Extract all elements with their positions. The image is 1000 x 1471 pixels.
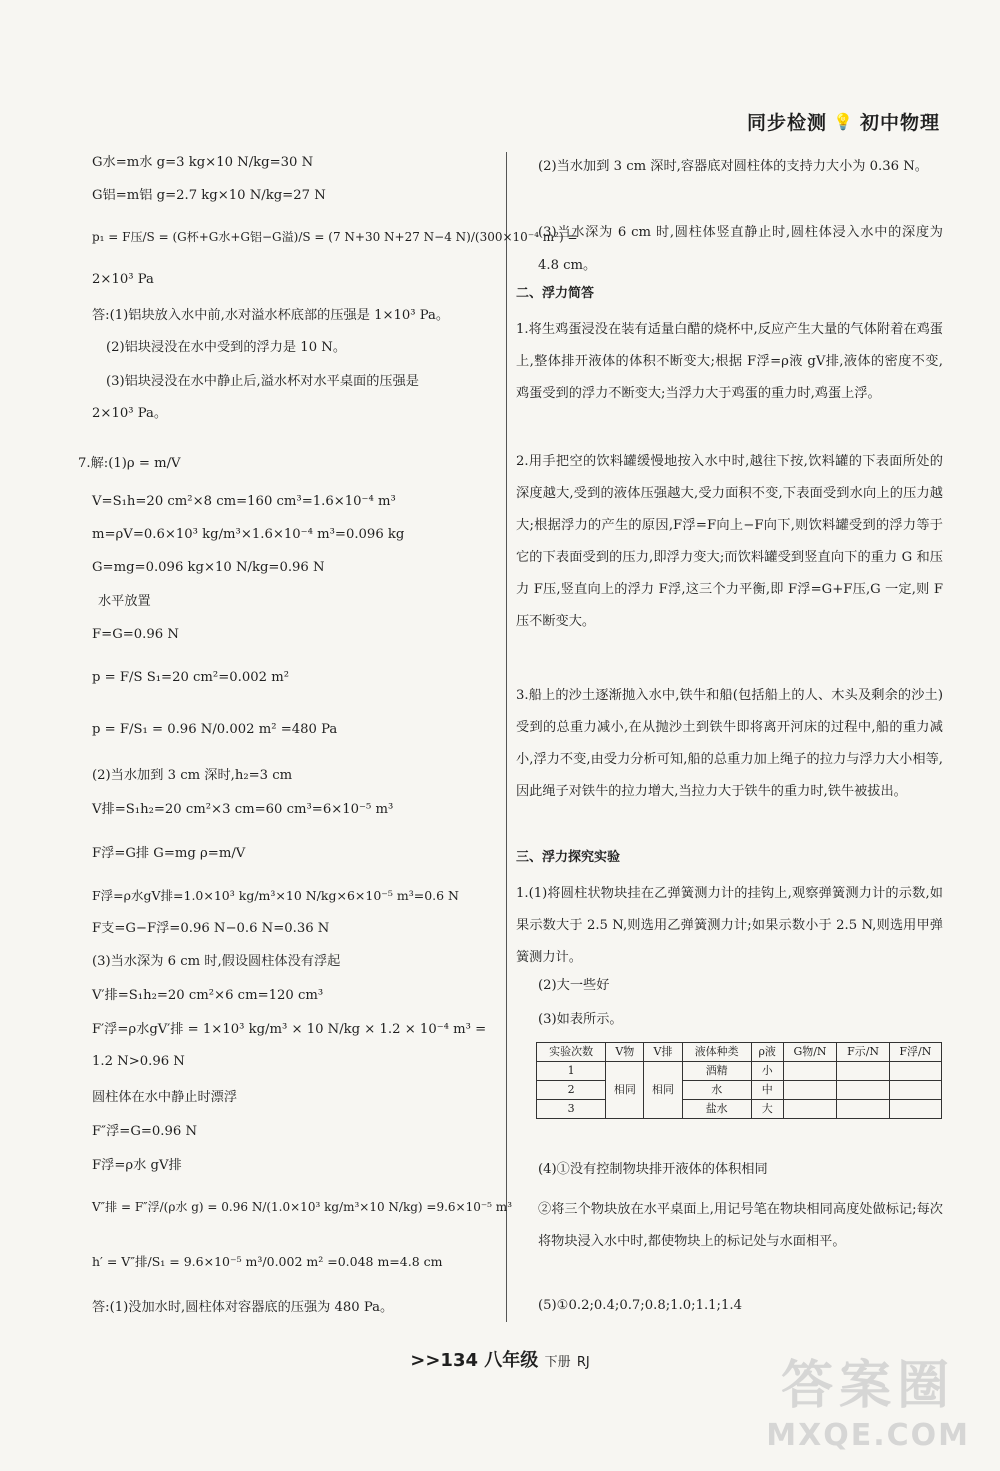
table-cell bbox=[889, 1100, 941, 1119]
text-line: 圆柱体在水中静止时漂浮 bbox=[92, 1090, 238, 1105]
watermark-logo bbox=[766, 1343, 970, 1453]
text-line: 答:(1)没加水时,圆柱体对容器底的压强为 480 Pa。 bbox=[92, 1300, 394, 1315]
table-cell-merged: 相同 bbox=[606, 1062, 644, 1119]
answer-2: (2)当水加到 3 cm 深时,容器底对圆柱体的支持力大小为 0.36 N。 bbox=[538, 159, 928, 174]
table-row bbox=[537, 1081, 942, 1100]
section-heading: 二、浮力简答 bbox=[516, 286, 595, 301]
question-3: 3.船上的沙土逐渐抛入水中,铁牛和船(包括船上的人、木头及剩余的沙土)受到的总重力减小,在从抛沙土到铁牛即将离开河床的过程中,船的重力减小,浮力不变,由受力分析可知,船的总重力加上绳子的拉力与浮力大小相等,因此绳子对铁牛的拉力增大,当拉力大于铁牛的重力时,铁牛被拔出。 bbox=[516, 688, 943, 799]
table-cell bbox=[837, 1100, 889, 1119]
formula-line: F浮=G排 G=mg ρ=m/V bbox=[92, 846, 246, 861]
table-cell bbox=[783, 1100, 837, 1119]
table-cell: 酒精 bbox=[682, 1062, 751, 1081]
question-2: 2.用手把空的饮料罐缓慢地按入水中时,越往下按,饮料罐的下表面所处的深度越大,受到的液体压强越大,受力面积不变,下表面受到水向上的压力越大;根据浮力的产生的原因,F浮=F向上−F向下,则饮料罐受到的浮力等于它的下表面受到的压力,即浮力变大;而饮料罐受到竖直向下的重力 G 和压力 F压,竖直向上的浮力 F浮,这三个力平衡,即 F浮=G+F压,G 一定,则 F压不断变大。 bbox=[516, 454, 943, 629]
table-cell bbox=[837, 1062, 889, 1081]
series-title: 同步检测 bbox=[747, 112, 828, 134]
text-line: F浮=ρ水gV排=1.0×10³ kg/m³×10 N/kg×6×10⁻⁵ m³=0.6 N bbox=[92, 888, 459, 903]
table-cell: 1 bbox=[537, 1062, 606, 1081]
experiment-4: (4)①没有控制物块排开液体的体积相同 bbox=[538, 1162, 768, 1177]
experiment-table bbox=[536, 1042, 942, 1119]
text-line: F浮=ρ水 gV排 bbox=[92, 1158, 182, 1173]
section-heading: 三、浮力探究实验 bbox=[516, 850, 621, 865]
text-line: V排=S₁h₂=20 cm²×3 cm=60 cm³=6×10⁻⁵ m³ bbox=[92, 802, 394, 817]
text-line: (2)铝块浸没在水中受到的浮力是 10 N。 bbox=[106, 340, 347, 355]
grade-label: 八年级 bbox=[484, 1350, 539, 1371]
text-line: 1.2 N>0.96 N bbox=[92, 1054, 185, 1069]
volume-label: 下册 bbox=[544, 1355, 571, 1370]
table-cell: 中 bbox=[751, 1081, 783, 1100]
table-header-cell: 液体种类 bbox=[682, 1043, 751, 1062]
experiment-5: (5)①0.2;0.4;0.7;0.8;1.0;1.1;1.4 bbox=[538, 1298, 742, 1313]
table-row bbox=[537, 1100, 942, 1119]
table-cell: 2 bbox=[537, 1081, 606, 1100]
table-header-cell: F浮/N bbox=[889, 1043, 941, 1062]
formula-line: p = F/S S₁=20 cm²=0.002 m² bbox=[92, 670, 290, 685]
text-line: G铝=m铝 g=2.7 kg×10 N/kg=27 N bbox=[92, 188, 326, 203]
edition-label: RJ bbox=[576, 1355, 590, 1370]
watermark-url: MXQE.COM bbox=[766, 1418, 970, 1453]
text-line: V=S₁h=20 cm²×8 cm=160 cm³=1.6×10⁻⁴ m³ bbox=[92, 494, 396, 509]
table-header-cell: ρ液 bbox=[751, 1043, 783, 1062]
table-header-cell: V物 bbox=[606, 1043, 644, 1062]
table-cell-merged: 相同 bbox=[644, 1062, 682, 1119]
text-line: 2×10³ Pa。 bbox=[92, 406, 168, 421]
text-line: (3)当水深为 6 cm 时,假设圆柱体没有浮起 bbox=[92, 954, 341, 969]
page-number: >>134 bbox=[410, 1350, 478, 1371]
experiment-3: (3)如表所示。 bbox=[538, 1012, 623, 1027]
table-cell: 3 bbox=[537, 1100, 606, 1119]
table-header-cell: G物/N bbox=[783, 1043, 837, 1062]
table-cell bbox=[837, 1081, 889, 1100]
text-line: (2)当水加到 3 cm 深时,h₂=3 cm bbox=[92, 768, 293, 783]
subject-title: 初中物理 bbox=[859, 112, 940, 134]
table-cell: 盐水 bbox=[682, 1100, 751, 1119]
text-line: 2×10³ Pa bbox=[92, 272, 154, 287]
table-cell: 大 bbox=[751, 1100, 783, 1119]
text-line: F=G=0.96 N bbox=[92, 627, 179, 642]
column-divider bbox=[506, 152, 507, 1322]
formula-line: V″排 = F″浮/(ρ水 g) = 0.96 N/(1.0×10³ kg/m³×10 N/kg) =9.6×10⁻⁵ m³ bbox=[92, 1200, 513, 1214]
formula-line: h′ = V″排/S₁ = 9.6×10⁻⁵ m³/0.002 m² =0.048 m=4.8 cm bbox=[92, 1254, 443, 1269]
formula-line: p = F/S₁ = 0.96 N/0.002 m² =480 Pa bbox=[92, 722, 338, 737]
table-cell: 小 bbox=[751, 1062, 783, 1081]
table-cell bbox=[783, 1062, 837, 1081]
table-row bbox=[537, 1062, 942, 1081]
table-header-cell: F示/N bbox=[837, 1043, 889, 1062]
experiment-4-2: ②将三个物块放在水平桌面上,用记号笔在物块相同高度处做标记;每次将物块浸入水中时,都使物块上的标记处与水面相平。 bbox=[538, 1202, 943, 1249]
text-line: F″浮=G=0.96 N bbox=[92, 1124, 197, 1139]
text-line: V′排=S₁h₂=20 cm²×6 cm=120 cm³ bbox=[92, 988, 324, 1003]
formula-line: p₁ = F压/S = (G杯+G水+G铝−G溢)/S = (7 N+30 N+27 N−4 N)/(300×10⁻⁴ m²) = bbox=[92, 230, 578, 244]
text-line: F支=G−F浮=0.96 N−0.6 N=0.36 N bbox=[92, 921, 330, 936]
question-7: 7.解:(1)ρ = m/V bbox=[78, 456, 181, 471]
watermark-text: 答案圈 bbox=[781, 1356, 956, 1416]
text-line: G=mg=0.096 kg×10 N/kg=0.96 N bbox=[92, 560, 325, 575]
question-1: 1.将生鸡蛋浸没在装有适量白醋的烧杯中,反应产生大量的气体附着在鸡蛋上,整体排开液体的体积不断变大;根据 F浮=ρ液 gV排,液体的密度不变,鸡蛋受到的浮力不断变大;当浮力大于鸡蛋的重力时,鸡蛋上浮。 bbox=[516, 322, 943, 401]
table-cell bbox=[889, 1062, 941, 1081]
table-header-cell: 实验次数 bbox=[537, 1043, 606, 1062]
page-header bbox=[747, 108, 940, 135]
table-cell: 水 bbox=[682, 1081, 751, 1100]
table-cell bbox=[783, 1081, 837, 1100]
experiment-1: 1.(1)将圆柱状物块挂在乙弹簧测力计的挂钩上,观察弹簧测力计的示数,如果示数大于 2.5 N,则选用乙弹簧测力计;如果示数小于 2.5 N,则选用甲弹簧测力计。 bbox=[516, 886, 943, 965]
text-line: F′浮=ρ水gV′排 = 1×10³ kg/m³ × 10 N/kg × 1.2 × 10⁻⁴ m³ = bbox=[92, 1022, 487, 1037]
answer-3: (3)当水深为 6 cm 时,圆柱体竖直静止时,圆柱体浸入水中的深度为 4.8 cm。 bbox=[538, 225, 943, 273]
text-line: G水=m水 g=3 kg×10 N/kg=30 N bbox=[92, 155, 314, 170]
experiment-2: (2)大一些好 bbox=[538, 978, 610, 993]
text-line: 答:(1)铝块放入水中前,水对溢水杯底部的压强是 1×10³ Pa。 bbox=[92, 308, 450, 323]
table-header-row bbox=[537, 1043, 942, 1062]
table-header-cell: V排 bbox=[644, 1043, 682, 1062]
text-line: (3)铝块浸没在水中静止后,溢水杯对水平桌面的压强是 bbox=[106, 374, 419, 389]
text-line: m=ρV=0.6×10³ kg/m³×1.6×10⁻⁴ m³=0.096 kg bbox=[92, 527, 405, 542]
bulb-icon: 💡 bbox=[833, 112, 854, 131]
table-cell bbox=[889, 1081, 941, 1100]
text-line: 水平放置 bbox=[98, 594, 151, 609]
